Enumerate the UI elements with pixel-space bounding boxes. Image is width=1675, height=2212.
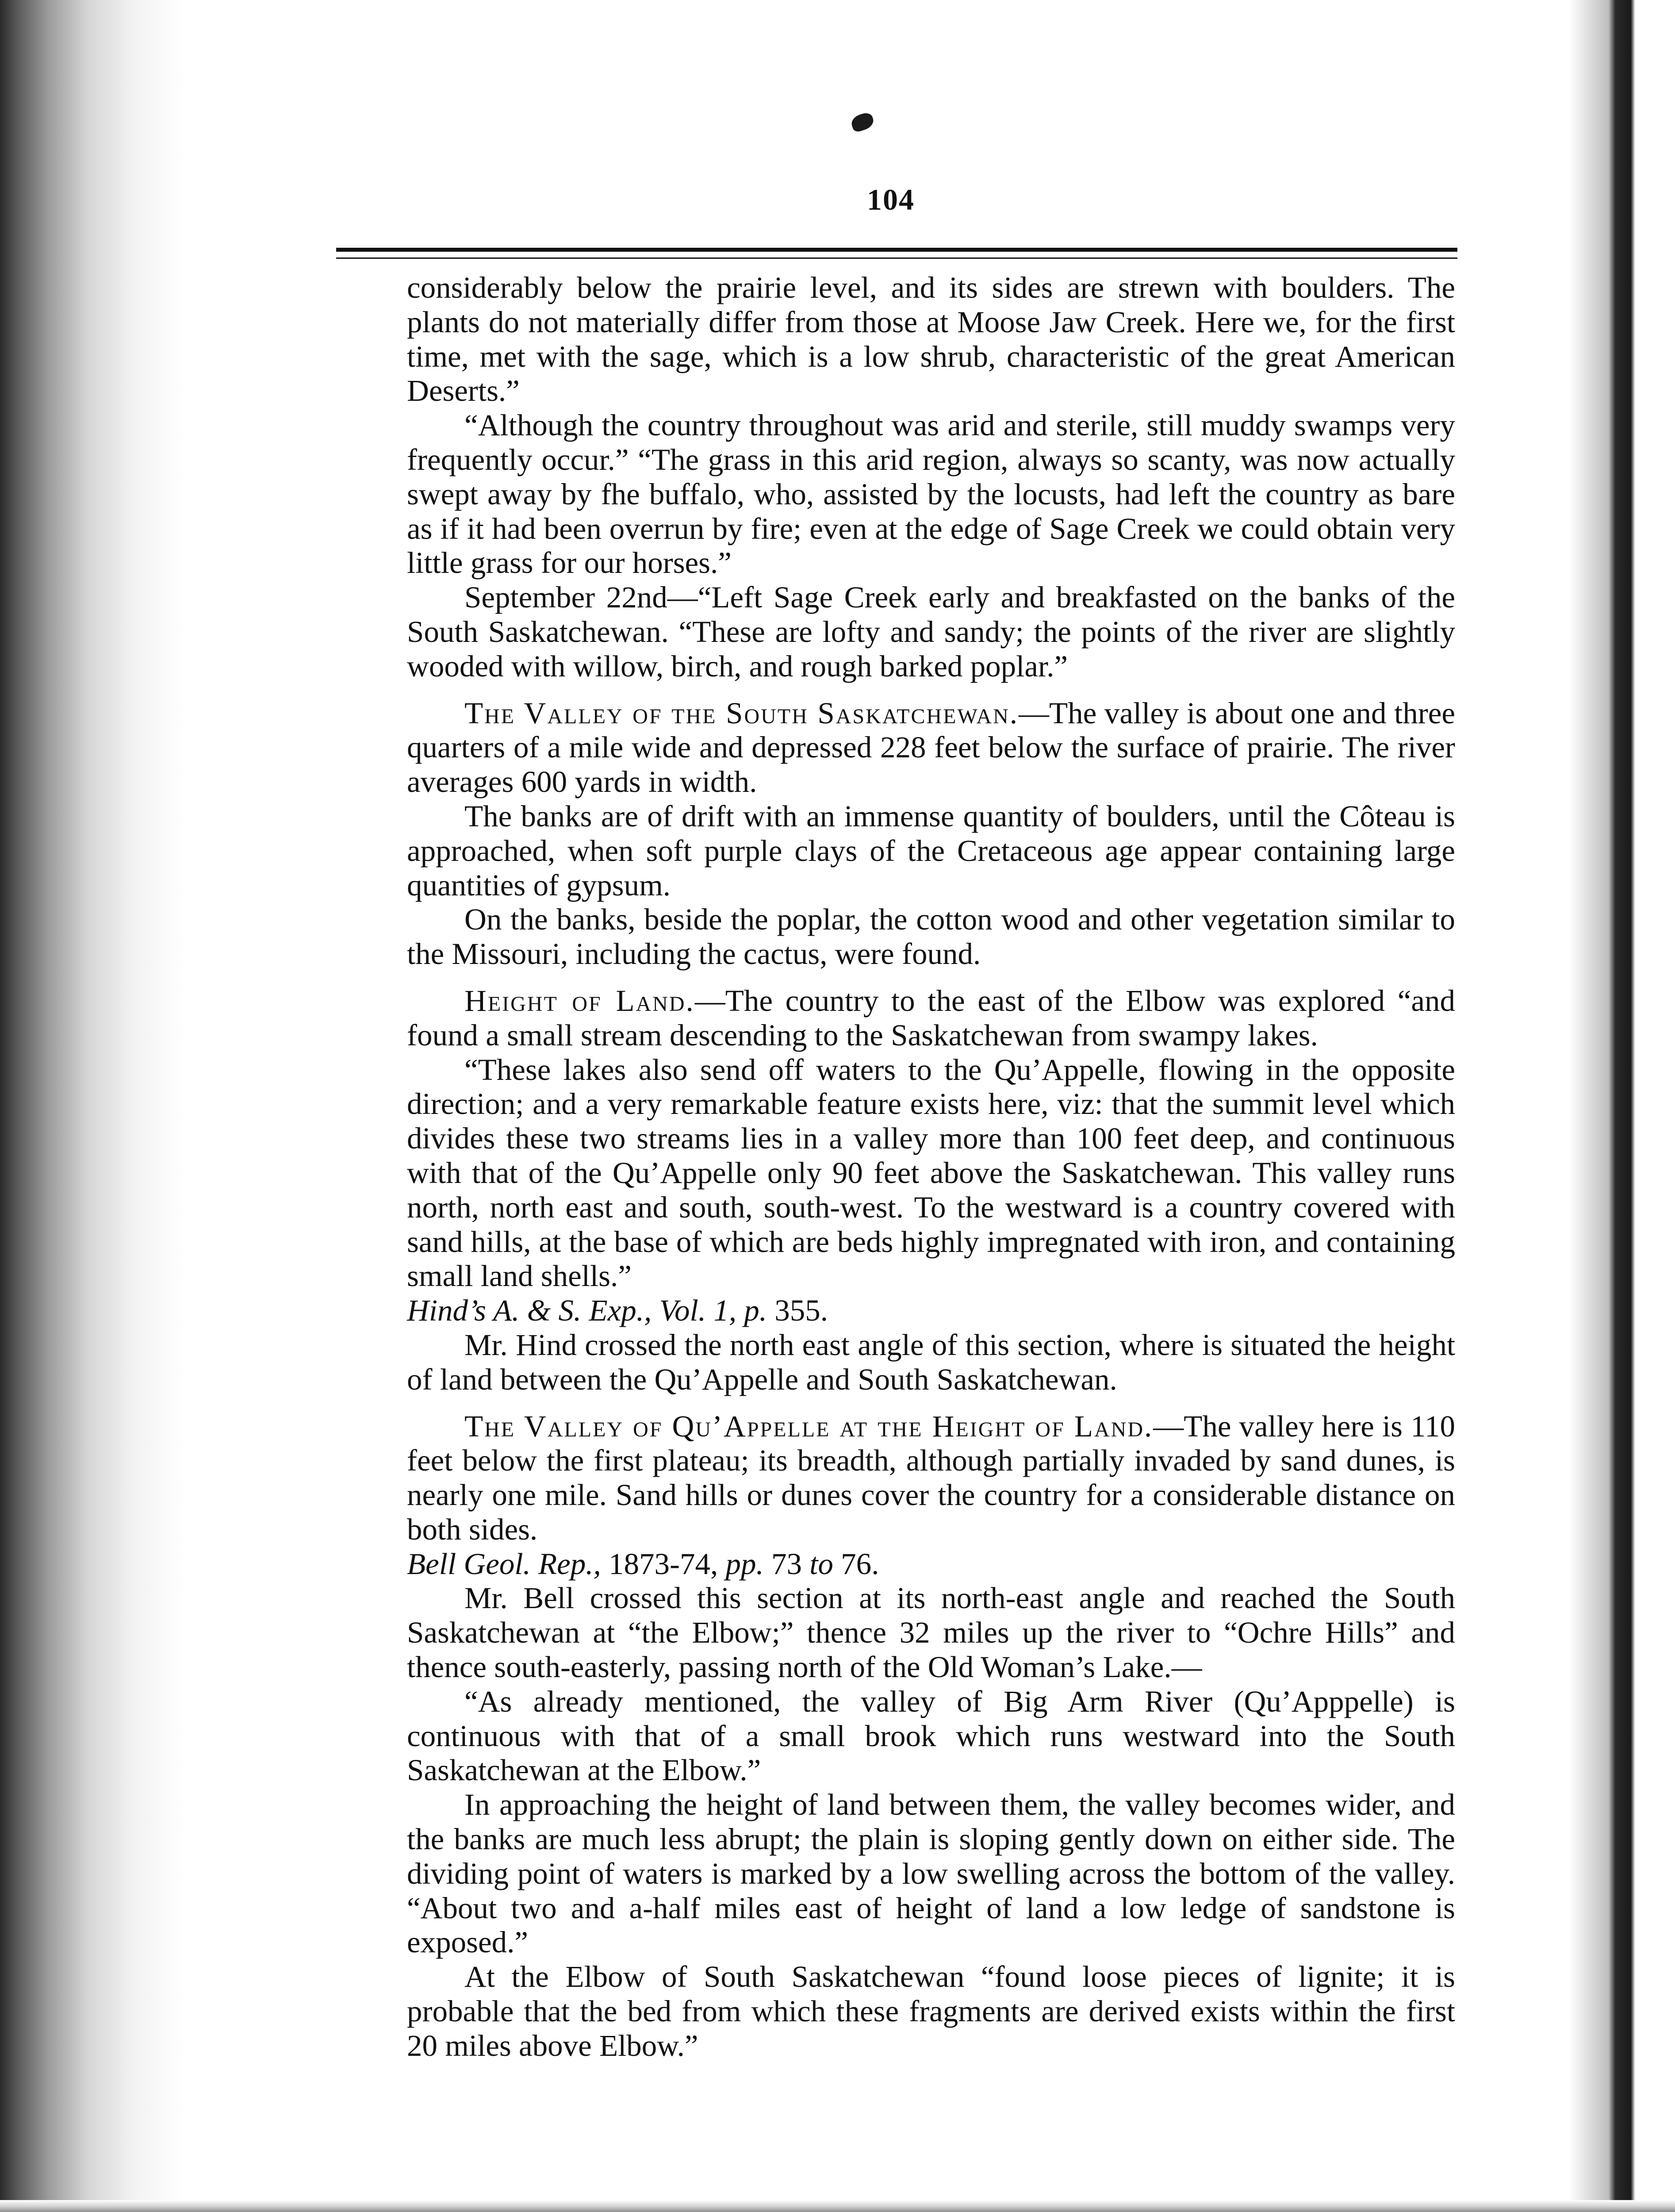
scan-edge-bottom [0, 2200, 1675, 2212]
scan-edge-left [0, 0, 186, 2212]
paragraph-valley-south-saskatchewan: The Valley of the South Saskatchewan.—The valley is about one and three quarters of a mile wide and depressed 228 feet below the surface of prairie. The river averages 600 yards in width. [407, 696, 1455, 799]
paragraph-bell-crossed: Mr. Bell crossed this section at its north-east angle and reached the South Saskatchewan at “the Elbow;” thence 32 miles up the river to “Ochre Hills” and thence south-easterly, passing north of the Old Woman’s Lake.— [407, 1581, 1455, 1684]
paragraph-approaching-height: In approaching the height of land between them, the valley becomes wider, and the banks are much less abrupt; the plain is sloping gently down on either side. The dividing point of waters is marked by a low swelling across the bottom of the valley. “About two and a-half miles east of height of land a low ledge of sandstone is exposed.” [407, 1788, 1455, 1959]
page-body [407, 271, 1455, 2063]
printer-ornament-mark [850, 111, 876, 133]
reference-bell: Bell Geol. Rep., 1873-74, pp. 73 to 76. [407, 1547, 879, 1581]
paragraph-valley-quappelle: The Valley of Qu’Appelle at the Height of Land.—The valley here is 110 feet below the first plateau; its breadth, although partially invaded by sand dunes, is nearly one mile. Sand hills or dunes cover the country for a considerable distance on both sides. [407, 1409, 1455, 1546]
paragraph-september-22: September 22nd—“Left Sage Creek early and breakfasted on the banks of the South Saskatchewan. “These are lofty and sandy; the points of the river are slightly wooded with willow, birch, and rough barked poplar.” [407, 580, 1455, 683]
paragraph-lakes-quote: “These lakes also send off waters to the Qu’Appelle, flowing in the opposite direction; and a very remarkable feature exists here, viz: that the summit level which divides these two streams lies in a valley more than 100 feet deep, and continuous with that of the Qu’Appelle only 90 feet above the Saskatchewan. This valley runs north, north east and south, south-west. To the westward is a country covered with sand hills, at the base of which are beds highly impregnated with iron, and containing small land shells.” [407, 1052, 1455, 1293]
section-heading-valley-south-saskatchewan: The Valley of the South Saskatchewan. [464, 696, 1019, 730]
paragraph-vegetation: On the banks, beside the poplar, the cotton wood and other vegetation similar to the Missouri, including the cactus, were found. [407, 902, 1455, 971]
paragraph-banks-drift: The banks are of drift with an immense quantity of boulders, until the Côteau is approached, when soft purple clays of the Cretaceous age appear containing large quantities of gypsum. [407, 799, 1455, 902]
paragraph-height-of-land: Height of Land.—The country to the east of the Elbow was explored “and found a small stream descending to the Saskatchewan from swampy lakes. [407, 983, 1455, 1052]
paragraph-continuation: considerably below the prairie level, and its sides are strewn with boulders. The plants do not materially differ from those at Moose Jaw Creek. Here we, for the first time, met with the sage, which is a low shrub, characteristic of the great American Deserts.” [407, 271, 1455, 408]
paragraph-big-arm-river: “As already mentioned, the valley of Big Arm River (Qu’Apppelle) is continuous with that of a small brook which runs westward into the South Saskatchewan at the Elbow.” [407, 1684, 1455, 1787]
scan-edge-right [1569, 0, 1675, 2212]
section-heading-valley-quappelle: The Valley of Qu’Appelle at the Height of Land. [464, 1409, 1154, 1443]
paragraph-quote-arid: “Although the country throughout was arid and sterile, still muddy swamps very frequently occur.” “The grass in this arid region, always so scanty, was now actually swept away by fhe buffalo, who, assisted by the locusts, had left the country as bare as if it had been overrun by fire; even at the edge of Sage Creek we could obtain very little grass for our horses.” [407, 408, 1455, 580]
reference-hind: Hind’s A. & S. Exp., Vol. 1, p. 355. [407, 1294, 828, 1328]
section-heading-height-of-land: Height of Land. [464, 983, 695, 1018]
paragraph-lignite: At the Elbow of South Saskatchewan “found loose pieces of lignite; it is probable that the bed from which these fragments are derived exists within the first 20 miles above Elbow.” [407, 1960, 1455, 2062]
page-number: 104 [867, 183, 915, 216]
header-rule-thick [336, 248, 1457, 252]
paragraph-hind-crossed: Mr. Hind crossed the north east angle of this section, where is situated the height of land between the Qu’Appelle and South Saskatchewan. [407, 1328, 1455, 1396]
header-rule-thin [336, 257, 1457, 259]
